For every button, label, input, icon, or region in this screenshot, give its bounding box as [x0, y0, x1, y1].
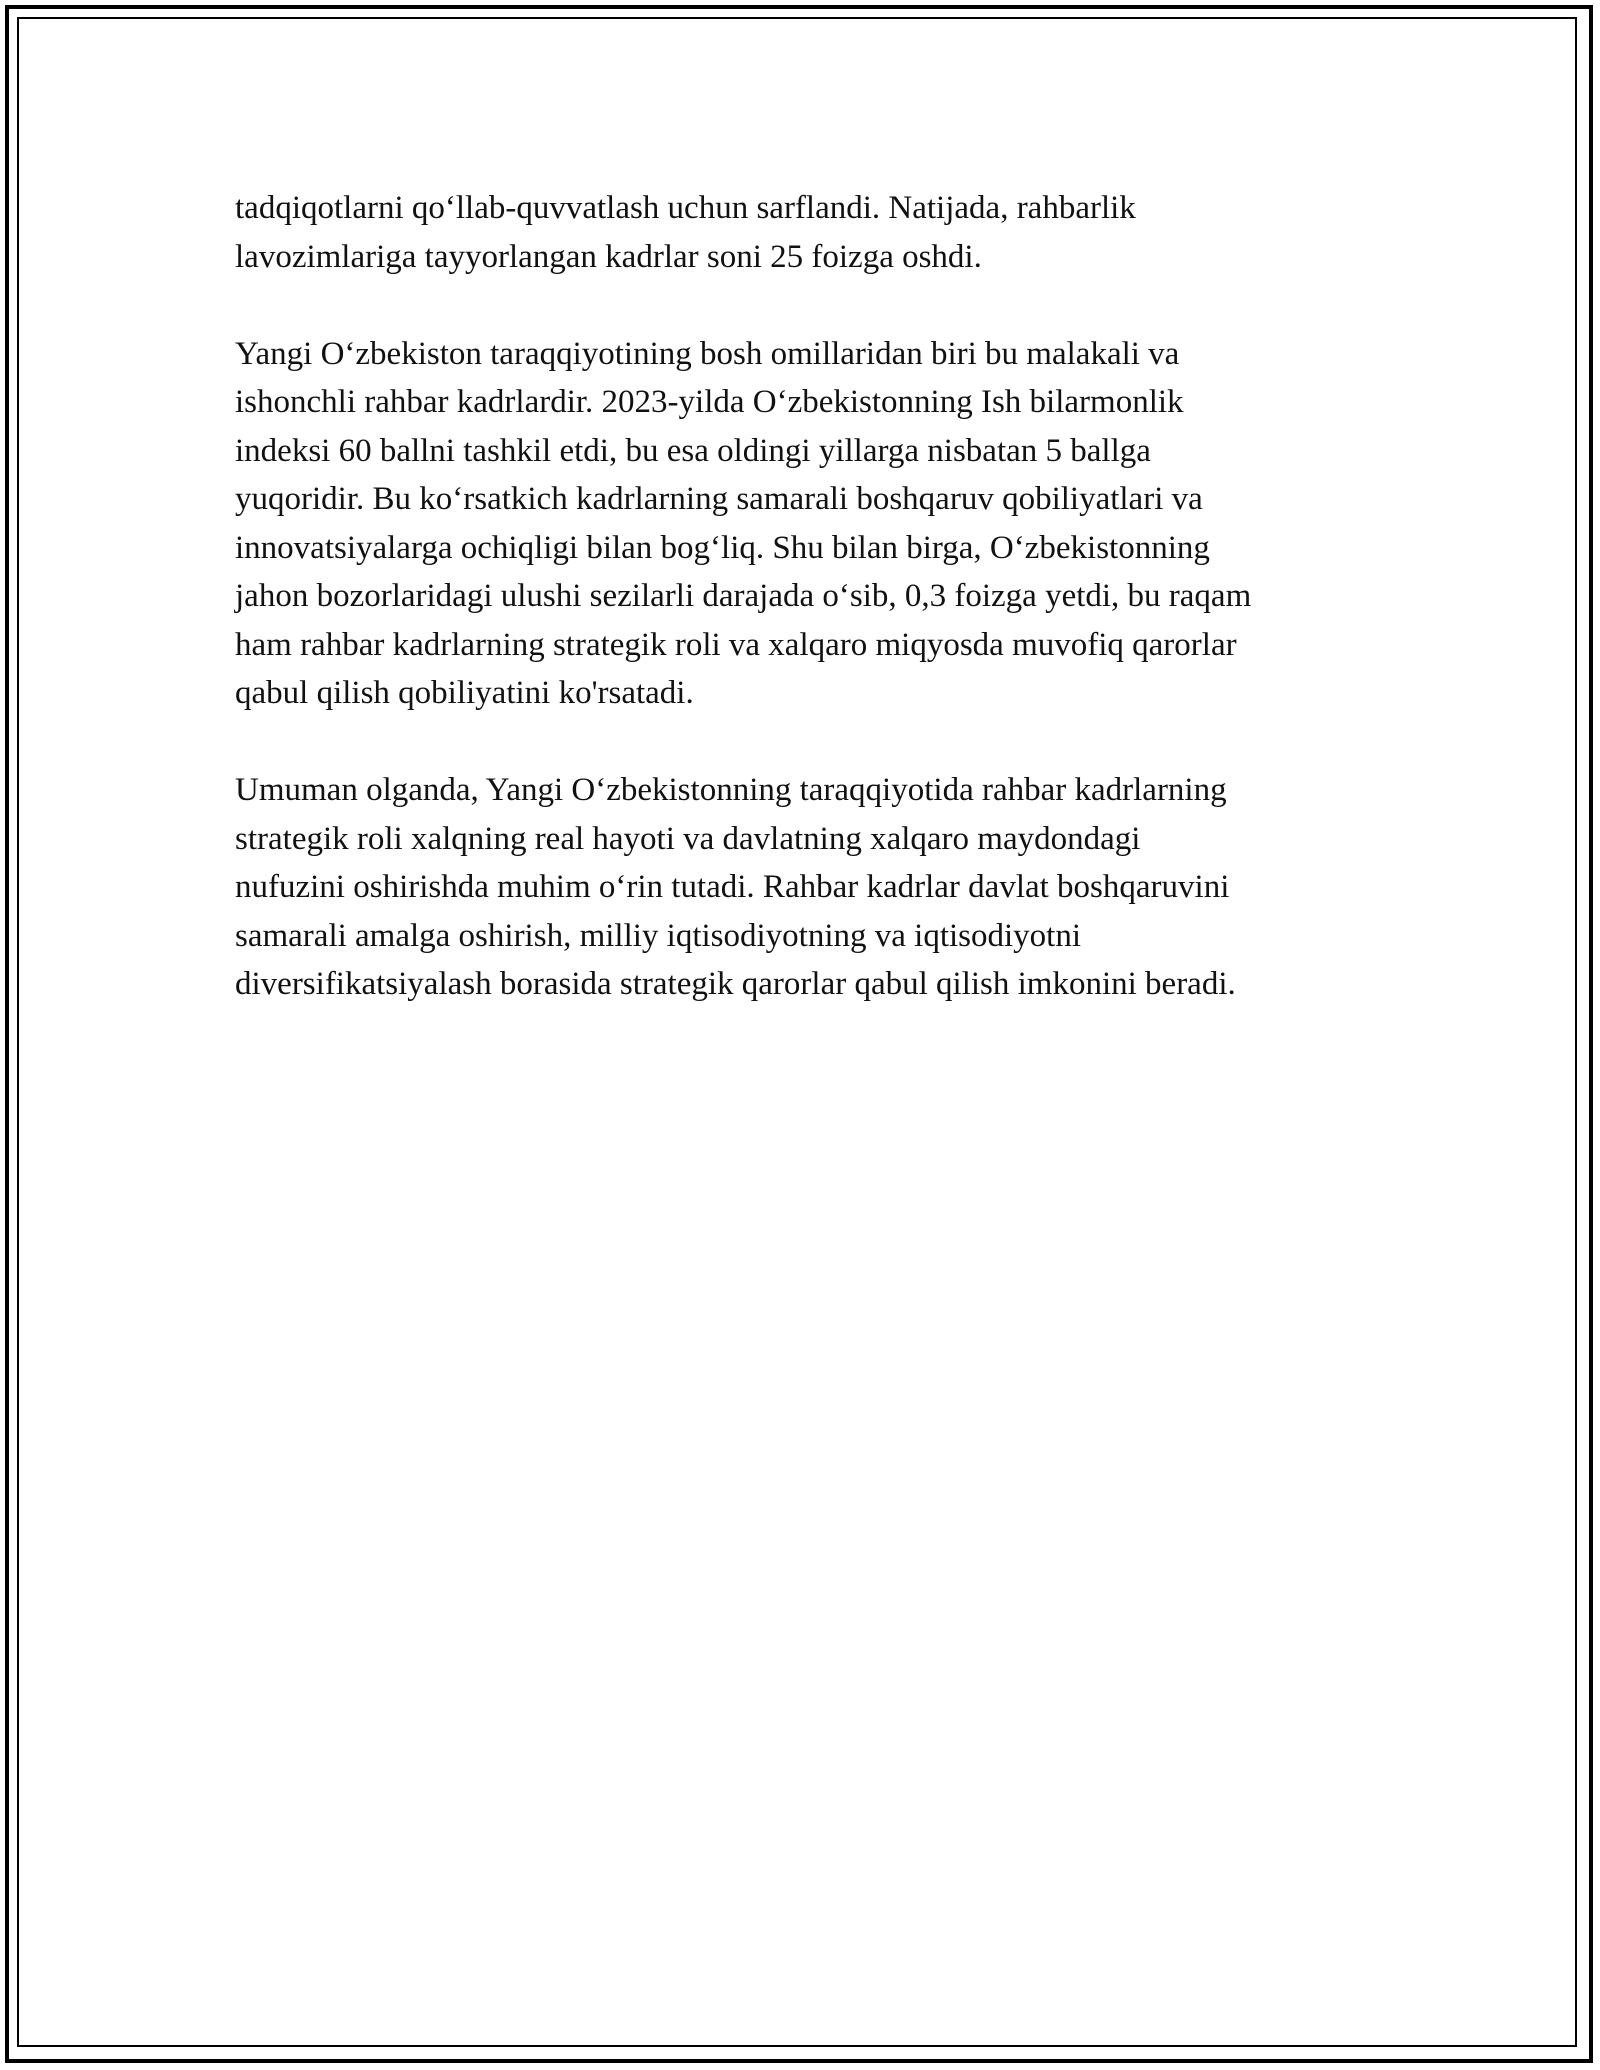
text-line: indeksi 60 ballni tashkil etdi, bu esa oldingi yillarga nisbatan 5 ballga — [235, 432, 1151, 469]
text-line: ishonchli rahbar kadrlardir. 2023-yilda O‘zbekistonning Ish bilarmonlik — [235, 384, 1184, 420]
text-line: ham rahbar kadrlarning strategik roli va xalqaro miqyosda muvofiq qarorlar — [235, 626, 1237, 663]
paragraph — [235, 184, 1385, 281]
text-line: strategik roli xalqning real hayoti va davlatning xalqaro maydondagi — [235, 820, 1141, 857]
paragraph — [235, 766, 1385, 1009]
text-line: samarali amalga oshirish, milliy iqtisodiyotning va iqtisodiyotni — [235, 917, 1082, 954]
text-line: jahon bozorlaridagi ulushi sezilarli darajada o‘sib, 0,3 foizga yetdi, bu raqam — [235, 578, 1252, 614]
text-line: qabul qilish qobiliyatini ko'rsatadi. — [235, 675, 694, 711]
text-line: Yangi O‘zbekiston taraqqiyotining bosh omillaridan biri bu malakali va — [235, 335, 1180, 372]
text-line: innovatsiyalarga ochiqligi bilan bog‘liq. Shu bilan birga, O‘zbekistonning — [235, 529, 1210, 566]
paragraph — [235, 330, 1385, 718]
document-body — [235, 184, 1385, 1057]
text-line: yuqoridir. Bu ko‘rsatkich kadrlarning samarali boshqaruv qobiliyatlari va — [235, 481, 1203, 517]
text-line: lavozimlariga tayyorlangan kadrlar soni 25 foizga oshdi. — [235, 238, 982, 275]
text-line: Umuman olganda, Yangi O‘zbekistonning taraqqiyotida rahbar kadrlarning — [235, 772, 1227, 808]
text-line: tadqiqotlarni qo‘llab-quvvatlash uchun sarflandi. Natijada, rahbarlik — [235, 190, 1136, 226]
text-line: nufuzini oshirishda muhim o‘rin tutadi. Rahbar kadrlar davlat boshqaruvini — [235, 869, 1230, 905]
text-line: diversifikatsiyalash borasida strategik qarorlar qabul qilish imkonini beradi. — [235, 966, 1236, 1002]
